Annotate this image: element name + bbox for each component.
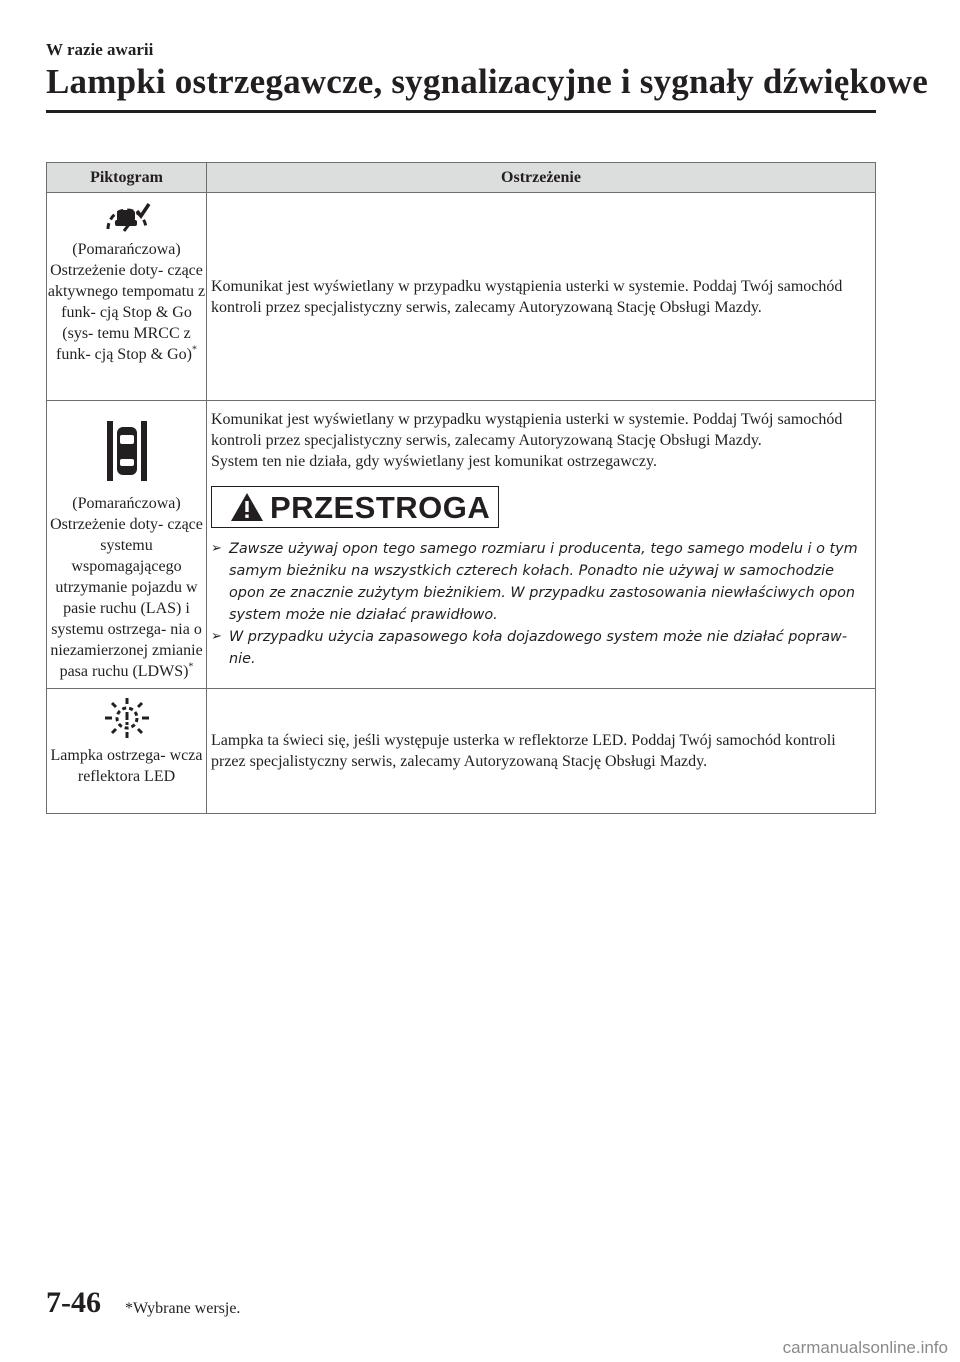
lane-assist-warning-icon [107, 421, 147, 481]
caution-label: PRZESTROGA [270, 489, 491, 525]
pictogram-label: (Pomarańczowa) Ostrzeżenie doty- czące aktywnego tempomatu z funk- cją Stop & Go (sys- temu MRCC z funk- cją Stop & Go) [47, 241, 206, 363]
pictogram-cell [47, 689, 207, 814]
section-label: W razie awarii [46, 40, 154, 59]
list-item [211, 626, 861, 670]
caution-list [211, 538, 861, 670]
led-headlight-warning-icon [103, 697, 151, 739]
pictogram-cell [47, 401, 207, 689]
pictogram-cell [47, 193, 207, 401]
page-title: Lampki ostrzegawcze, sygnalizacyjne i sygnały dźwiękowe [46, 62, 929, 101]
footnote-mark: * [188, 661, 194, 673]
table-row [47, 689, 876, 814]
warning-description-cell [207, 193, 876, 401]
watermark: carmanualsonline.info [782, 1338, 948, 1357]
footnote: *Wybrane wersje. [125, 1300, 241, 1317]
column-header-pictogram: Piktogram [47, 163, 207, 193]
list-item [211, 538, 861, 626]
table-row [47, 401, 876, 689]
caution-text: Zawsze używaj opon tego samego rozmiaru i producenta, tego samego modelu i o tym samym bieżniku na wszystkich czterech kołach. Ponadto nie używaj w samochodzie opon ze znacznie zużytym bieżnikiem. W przypadku zastosowania niewłaściwych opon system może nie działać prawidłowo. [229, 541, 858, 623]
warning-description-cell [207, 401, 876, 689]
warning-description-note: System ten nie działa, gdy wyświetlany jest komunikat ostrzegawczy. [211, 453, 657, 470]
title-divider [46, 110, 876, 113]
caution-box [211, 486, 499, 528]
warning-description: Lampka ta świeci się, jeśli występuje usterka w reflektorze LED. Poddaj Twój samochód kontroli przez specjalistyczny serwis, zalecamy Autoryzowaną Stację Obsługi Mazdy. [211, 732, 836, 770]
caution-text: W przypadku użycia zapasowego koła dojazdowego system może nie działać popraw- nie. [229, 629, 848, 667]
warning-description: Komunikat jest wyświetlany w przypadku wystąpienia usterki w systemie. Poddaj Twój samochód kontroli przez specjalistyczny serwis, zalecamy Autoryzowaną Stację Obsługi Mazdy. [211, 411, 843, 449]
pictogram-label: (Pomarańczowa) Ostrzeżenie doty- czące systemu wspomagającego utrzymanie pojazdu w pasie ruchu (LAS) i systemu ostrzega- nia o niezamierzonej zmianie pasa ruchu (LDWS) [50, 495, 203, 680]
warning-description: Komunikat jest wyświetlany w przypadku wystąpienia usterki w systemie. Poddaj Twój samochód kontroli przez specjalistyczny serwis, zalecamy Autoryzowaną Stację Obsługi Mazdy. [211, 277, 843, 316]
warning-lights-table [46, 162, 876, 814]
mrcc-stop-go-warning-icon [102, 201, 152, 235]
bullet-arrow-icon: ➢ [211, 629, 222, 644]
bullet-arrow-icon: ➢ [211, 541, 222, 556]
warning-description-cell [207, 689, 876, 814]
warning-triangle-icon [230, 492, 264, 522]
page-number: 7-46 [46, 1286, 101, 1319]
pictogram-label: Lampka ostrzega- wcza reflektora LED [50, 747, 203, 785]
table-row [47, 193, 876, 401]
table-header-row [47, 163, 876, 193]
footnote-mark: * [191, 344, 197, 356]
column-header-warning: Ostrzeżenie [207, 163, 876, 193]
